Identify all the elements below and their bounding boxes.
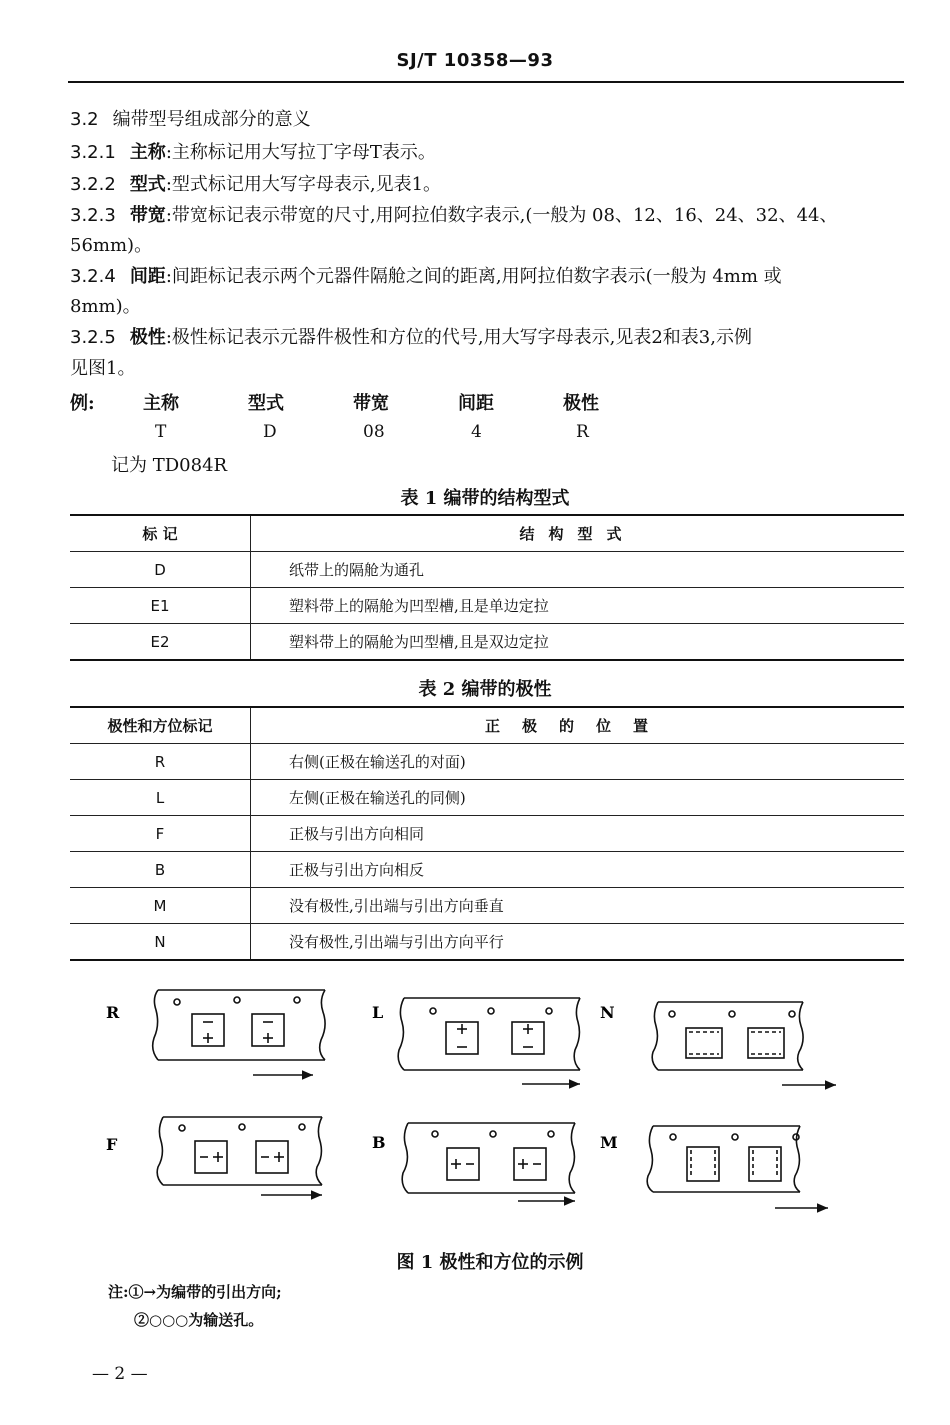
example-header-5: 极性 bbox=[563, 393, 599, 414]
note-1: 注:①→为编带的引出方向; bbox=[108, 1283, 282, 1301]
example-value-5: R bbox=[576, 422, 589, 442]
table-row: N 没有极性,引出端与引出方向平行 bbox=[70, 924, 904, 961]
table2-header-mark: 极性和方位标记 bbox=[70, 707, 251, 744]
item-3-2-5-cont: 见图1。 bbox=[70, 358, 136, 379]
example-header-3: 带宽 bbox=[353, 393, 389, 414]
tape-r bbox=[153, 990, 325, 1075]
table2-header-position: 正极的位置 bbox=[251, 707, 905, 744]
note-2: ②○○○为输送孔。 bbox=[134, 1311, 264, 1329]
tape-n bbox=[652, 1002, 836, 1085]
example-value-1: T bbox=[155, 422, 167, 442]
section-number: 3.2 bbox=[70, 109, 99, 130]
item-3-2-3-cont: 56mm)。 bbox=[70, 235, 153, 256]
fig-label-r: R bbox=[106, 1003, 120, 1022]
tape-f bbox=[157, 1117, 322, 1195]
figure-1-diagram bbox=[0, 970, 950, 1230]
item-3-2-3: 3.2.3 带宽:带宽标记表示带宽的尺寸,用阿拉伯数字表示,(一般为 08、12、16、24、32、44、 bbox=[70, 205, 838, 226]
table1-header-mark: 标 记 bbox=[70, 515, 251, 552]
fig-label-b: B bbox=[372, 1133, 386, 1152]
fig-label-n: N bbox=[600, 1003, 615, 1022]
item-3-2-4-cont: 8mm)。 bbox=[70, 296, 141, 317]
item-3-2-1: 3.2.1 主称:主称标记用大写拉丁字母T表示。 bbox=[70, 142, 436, 163]
table-row: D 纸带上的隔舱为通孔 bbox=[70, 552, 904, 588]
table-row: M 没有极性,引出端与引出方向垂直 bbox=[70, 888, 904, 924]
example-header-4: 间距 bbox=[458, 393, 494, 414]
table-2 bbox=[70, 706, 904, 961]
table-row: L 左侧(正极在输送孔的同侧) bbox=[70, 780, 904, 816]
example-value-4: 4 bbox=[471, 422, 482, 442]
figure-1-caption: 图 1 极性和方位的示例 bbox=[396, 1252, 584, 1273]
table-row: B 正极与引出方向相反 bbox=[70, 852, 904, 888]
fig-label-m: M bbox=[600, 1133, 618, 1152]
example-header-1: 主称 bbox=[143, 393, 179, 414]
item-3-2-2: 3.2.2 型式:型式标记用大写字母表示,见表1。 bbox=[70, 174, 442, 195]
table-row: F 正极与引出方向相同 bbox=[70, 816, 904, 852]
tape-m bbox=[647, 1126, 828, 1208]
table1-header-type: 结构型式 bbox=[251, 515, 905, 552]
item-3-2-4: 3.2.4 间距:间距标记表示两个元器件隔舱之间的距离,用阿拉伯数字表示(一般为 4mm 或 bbox=[70, 266, 782, 287]
item-3-2-5: 3.2.5 极性:极性标记表示元器件极性和方位的代号,用大写字母表示,见表2和表3,示例 bbox=[70, 327, 752, 348]
table1-caption: 表 1 编带的结构型式 bbox=[400, 488, 570, 509]
example-result: 记为 TD084R bbox=[111, 455, 228, 476]
example-value-2: D bbox=[263, 422, 277, 442]
tape-b bbox=[402, 1123, 575, 1201]
table-row: E1 塑料带上的隔舱为凹型槽,且是单边定拉 bbox=[70, 588, 904, 624]
section-title: 编带型号组成部分的意义 bbox=[112, 109, 311, 130]
table-row: E2 塑料带上的隔舱为凹型槽,且是双边定拉 bbox=[70, 624, 904, 661]
example-label: 例: bbox=[70, 393, 95, 414]
header-rule bbox=[68, 81, 904, 83]
table-row: R 右侧(正极在输送孔的对面) bbox=[70, 744, 904, 780]
example-value-3: 08 bbox=[363, 422, 385, 442]
tape-l bbox=[398, 998, 580, 1084]
fig-label-f: F bbox=[106, 1135, 118, 1154]
table2-caption: 表 2 编带的极性 bbox=[418, 679, 552, 700]
standard-number: SJ/T 10358—93 bbox=[396, 50, 554, 71]
table-1 bbox=[70, 514, 904, 661]
example-header-2: 型式 bbox=[248, 393, 284, 414]
section-heading bbox=[70, 108, 311, 132]
page-number: — 2 — bbox=[92, 1364, 148, 1384]
fig-label-l: L bbox=[372, 1003, 384, 1022]
